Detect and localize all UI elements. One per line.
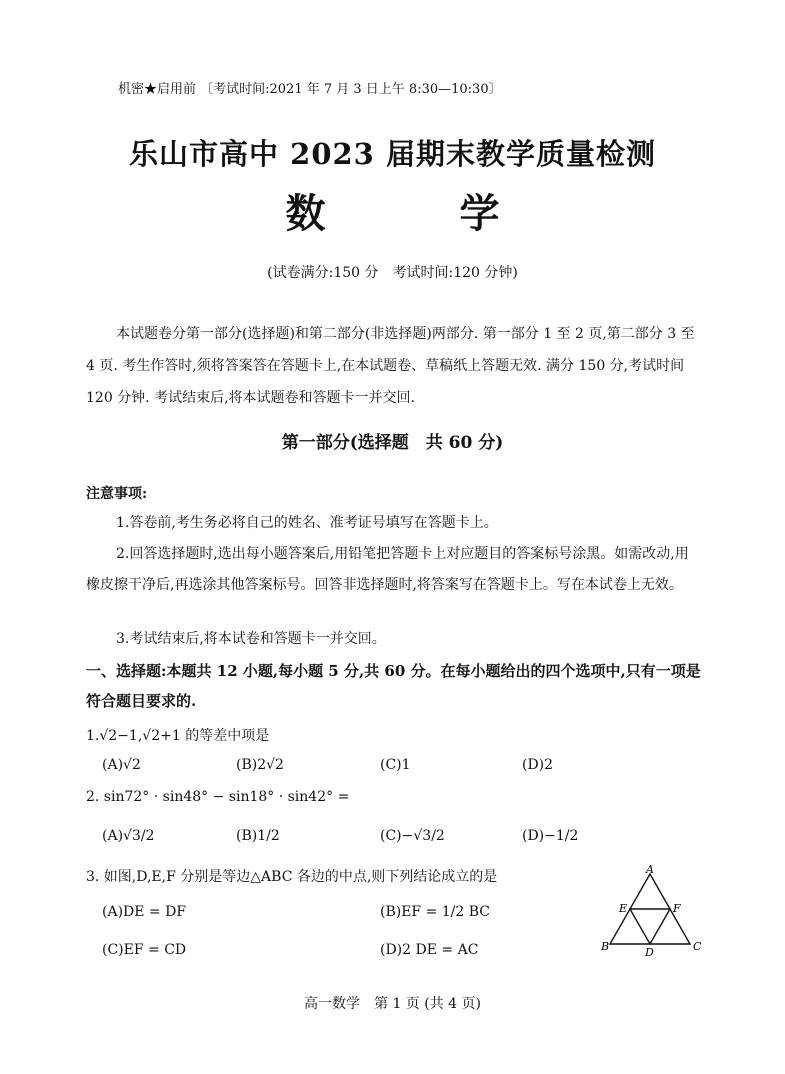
triangle-figure [596, 864, 706, 960]
q1-option-a: (A)√2 [102, 757, 141, 773]
part-one-title: 第一部分(选择题 共 60 分) [281, 433, 504, 453]
q3-option-d: (D)2 DE = AC [380, 942, 479, 958]
section-instruction: 一、选择题:本题共 12 小题,每小题 5 分,共 60 分。在每小题给出的四个选项中,只有一项是符合题目要求的. [86, 662, 701, 710]
question-1-stem: 1.√2−1,√2+1 的等差中项是 [86, 728, 270, 744]
q1-option-b: (B)2√2 [236, 757, 284, 773]
q2-option-c: (C)−√3/2 [380, 828, 445, 844]
q2-option-b: (B)1/2 [236, 828, 280, 844]
exam-title: 乐山市高中 2023 届期末教学质量检测 [129, 137, 656, 171]
q2-option-a: (A)√3/2 [102, 828, 155, 844]
q1-option-c: (C)1 [380, 757, 411, 773]
note-item: 2.回答选择题时,选出每小题答案后,用铅笔把答题卡上对应题目的答案标号涂黑。如需改动,用橡皮擦干净后,再选涂其他答案标号。回答非选择题时,将答案写在答题卡上。写在本试卷上无效。 [86, 546, 689, 593]
q2-option-d: (D)−1/2 [522, 828, 579, 844]
note-item: 3.考试结束后,将本试卷和答题卡一并交回。 [116, 631, 386, 647]
question-3-stem: 3. 如图,D,E,F 分别是等边△ABC 各边的中点,则下列结论成立的是 [86, 869, 498, 885]
label-d: D [645, 946, 654, 959]
intro-paragraph: 本试题卷分第一部分(选择题)和第二部分(非选择题)两部分. 第一部分 1 至 2 页,第二部分 3 至 4 页. 考生作答时,须将答案答在答题卡上,在本试题卷、草稿纸上答题无效. 满分 150 分,考试时间 120 分钟. 考试结束后,将本试题卷和答题卡一并交回. [86, 326, 695, 406]
subject-title: 数 学 [285, 190, 560, 237]
note-item: 1.答卷前,考生务必将自己的姓名、准考证号填写在答题卡上。 [116, 515, 498, 531]
q1-option-d: (D)2 [522, 757, 554, 773]
exam-meta: (试卷满分:150 分 考试时间:120 分钟) [267, 265, 518, 281]
label-e: E [619, 902, 628, 915]
confidential-header: 机密★启用前 〔考试时间:2021 年 7 月 3 日上午 8:30—10:30〕 [118, 82, 502, 97]
notes-heading: 注意事项: [86, 486, 148, 502]
q3-option-a: (A)DE = DF [102, 904, 187, 920]
triangle-def [630, 909, 670, 944]
question-2-stem: 2. sin72° · sin48° − sin18° · sin42° = [86, 789, 350, 805]
label-c: C [693, 940, 702, 953]
q3-option-b: (B)EF = 1/2 BC [380, 904, 491, 920]
label-a: A [646, 864, 654, 876]
q3-option-c: (C)EF = CD [102, 942, 187, 958]
label-f: F [673, 902, 681, 915]
page-footer: 高一数学 第 1 页 (共 4 页) [304, 996, 481, 1012]
label-b: B [601, 940, 610, 953]
